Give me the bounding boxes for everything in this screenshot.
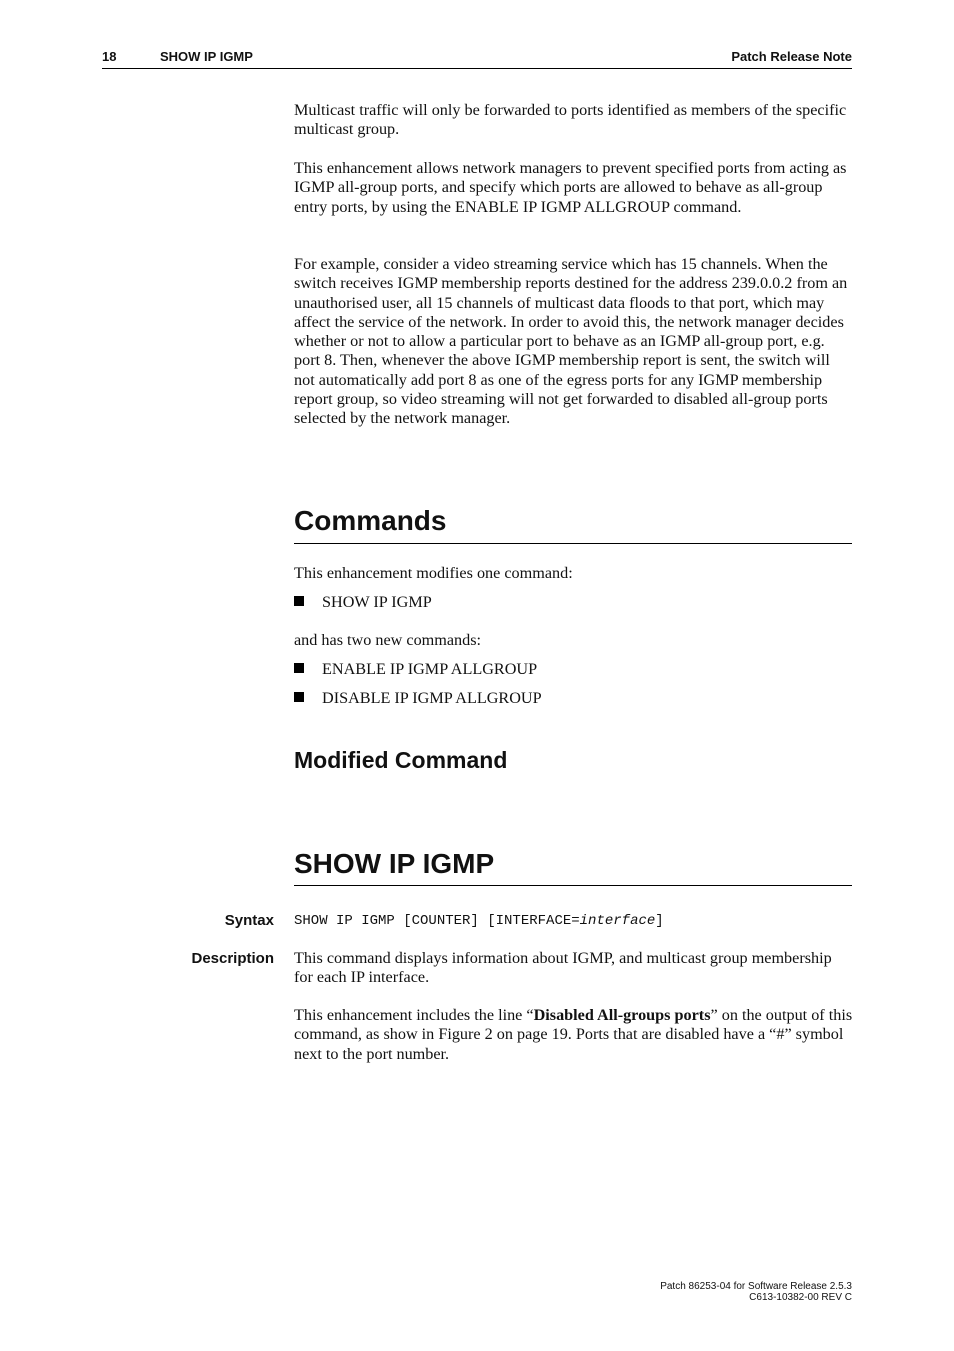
footer-patch-line: Patch 86253-04 for Software Release 2.5.3	[660, 1281, 852, 1292]
list-item-new-command	[294, 660, 854, 679]
syntax-close: ]	[655, 913, 664, 929]
modifies-text: This enhancement modifies one command:	[294, 564, 573, 582]
list-item-label: DISABLE IP IGMP ALLGROUP	[322, 689, 542, 707]
syntax-line	[294, 912, 664, 931]
running-section-title: SHOW IP IGMP	[160, 49, 253, 64]
syntax-text: SHOW IP IGMP [COUNTER] [INTERFACE=	[294, 913, 580, 929]
intro-paragraph-1: Multicast traffic will only be forwarded to ports identified as members of the specific multicast group.	[294, 101, 847, 139]
bullet-square-icon	[294, 596, 304, 606]
running-doc-title: Patch Release Note	[731, 49, 852, 64]
description-paragraph-1: This command displays information about IGMP, and multicast group membership for each IP interface.	[294, 949, 832, 987]
description-text-after: ” on the output of this command, as show in Figure 2 on page 19. Ports that are disabled have a “#” symbol next to the port number.	[294, 1006, 853, 1063]
commands-heading-rule	[294, 543, 852, 544]
show-ip-igmp-heading: SHOW IP IGMP	[294, 848, 495, 879]
show-ip-igmp-heading-rule	[294, 885, 852, 886]
intro-paragraph-3: For example, consider a video streaming service which has 15 channels. When the switch receives IGMP membership reports destined for the address 239.0.0.2 from an unauthorised user, all 15 channels of multicast data floods to that port, which may affect the service of the network. In order to avoid this, the network manager decides whether or not to allow a particular port to behave as an IGMP all-group port, e.g. port 8. Then, whenever the above IGMP membership report is sent, the switch will not automatically add port 8 as one of the egress ports for any IGMP membership report group, so video streaming will not get forwarded to disabled all-group ports selected by the network manager.	[294, 255, 848, 428]
description-paragraph-2	[294, 1006, 854, 1064]
modified-command-heading: Modified Command	[294, 747, 508, 773]
intro-paragraph-2: This enhancement allows network managers to prevent specified ports from acting as IGMP all-group ports, and specify which ports are allowed to behave as all-group entry ports, by using the ENABLE IP IGMP ALLGROUP command.	[294, 159, 847, 216]
description-label: Description	[191, 950, 274, 967]
list-item-label: ENABLE IP IGMP ALLGROUP	[322, 660, 538, 678]
list-item-modified-command	[294, 593, 854, 612]
footer	[660, 1281, 852, 1303]
header-rule	[102, 68, 852, 69]
description-bold-text: Disabled All-groups ports	[533, 1006, 711, 1024]
bullet-square-icon	[294, 663, 304, 673]
footer-doc-code: C613-10382-00 REV C	[749, 1292, 852, 1303]
commands-heading: Commands	[294, 505, 447, 536]
new-commands-text: and has two new commands:	[294, 631, 482, 649]
syntax-parameter: interface	[579, 913, 656, 929]
list-item-label: SHOW IP IGMP	[322, 593, 432, 611]
page-number: 18	[102, 49, 117, 64]
list-item-new-command	[294, 689, 854, 708]
bullet-square-icon	[294, 692, 304, 702]
syntax-label: Syntax	[224, 912, 274, 929]
description-text-before: This enhancement includes the line “	[294, 1006, 534, 1024]
